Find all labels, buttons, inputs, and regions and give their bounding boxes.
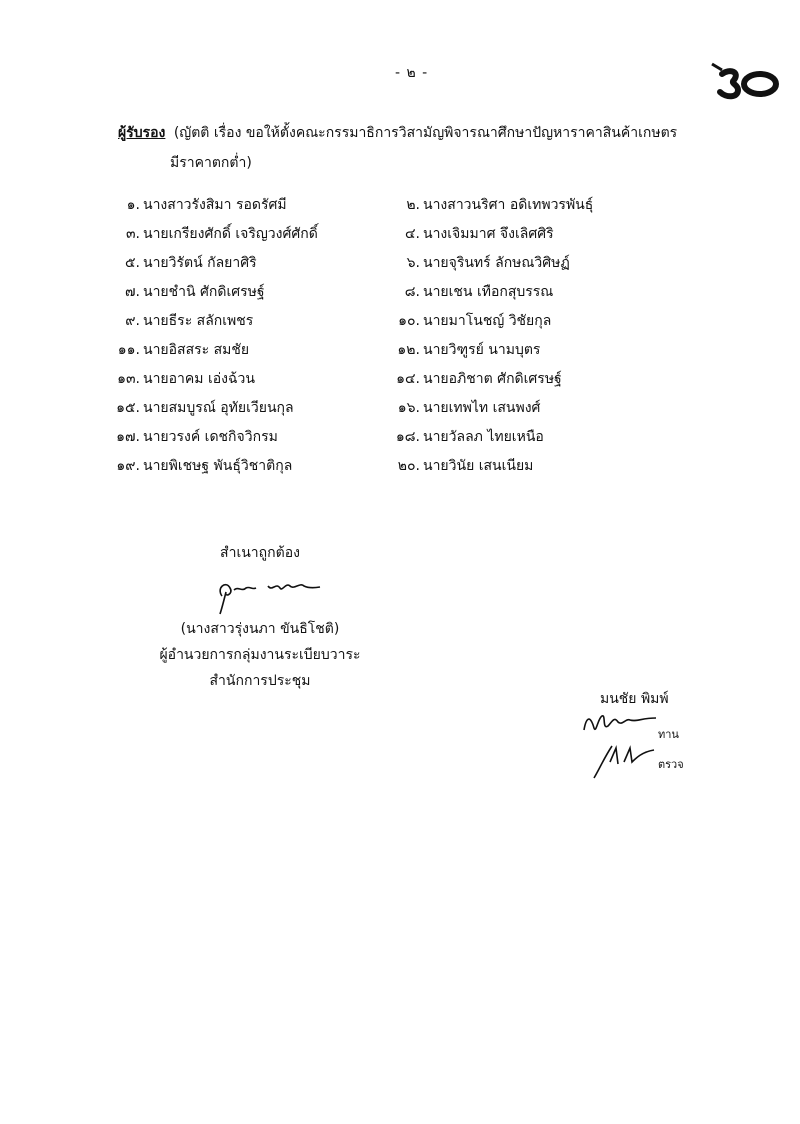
member-item: ๑๒. นายวิฑูรย์ นามบุตร: [397, 342, 541, 358]
certifier-name: (นางสาวรุ่งนภา ขันธิโชติ): [180, 621, 340, 637]
member-item: ๒. นางสาวนริศา อดิเทพวรพันธุ์: [406, 197, 594, 213]
member-item: ๕. นายวิรัตน์ กัลยาศิริ: [124, 255, 257, 271]
member-item: ๒๐. นายวินัย เสนเนียม: [397, 458, 534, 474]
typed-label: ทาน: [658, 728, 679, 741]
certifier-signature: [190, 570, 330, 616]
motion-title-line2: มีราคาตกต่ำ): [170, 155, 252, 171]
member-item: ๑๖. นายเทพไท เสนพงศ์: [397, 400, 541, 416]
page-number: - ๒ -: [395, 65, 429, 81]
member-item: ๑๐. นายมาโนชญ์ วิชัยกุล: [398, 313, 552, 329]
member-item: ๔. นางเจิมมาศ จึงเลิศศิริ: [404, 226, 554, 242]
certifier-office: สำนักการประชุม: [209, 673, 311, 689]
member-item: ๓. นายเกรียงศักดิ์ เจริญวงศ์ศักดิ์: [125, 226, 318, 242]
typist-initials-signature: [580, 708, 660, 738]
checked-label: ตรวจ: [658, 758, 684, 771]
member-item: ๑. นางสาวรังสิมา รอดรัศมี: [126, 197, 287, 213]
checker-initials-signature: [588, 738, 658, 782]
member-item: ๘. นายเชน เทือกสุบรรณ: [404, 284, 554, 300]
member-item: ๑๑. นายอิสสระ สมชัย: [117, 342, 250, 358]
member-item: ๖. นายจุรินทร์ ลักษณวิศิษฏ์: [406, 255, 570, 271]
member-item: ๑๓. นายอาคม เอ่งฉ้วน: [117, 371, 255, 387]
endorsers-heading: [118, 118, 738, 178]
member-item: ๑๘. นายวัลลภ ไทยเหนือ: [395, 429, 544, 445]
motion-title-line1: (ญัตติ เรื่อง ขอให้ตั้งคณะกรรมาธิการวิสามัญพิจารณาศึกษาปัญหาราคาสินค้าเกษตร: [173, 125, 678, 141]
member-item: ๙. นายธีระ สลักเพชร: [125, 313, 254, 329]
typist-name: มนชัย พิมพ์: [600, 691, 669, 707]
handwritten-page-mark: [708, 58, 788, 108]
member-item: ๗. นายชำนิ ศักดิเศรษฐ์: [125, 284, 265, 300]
member-item: ๑๔. นายอภิชาต ศักดิเศรษฐ์: [396, 371, 562, 387]
certification-block: [150, 540, 370, 694]
member-item: ๑๙. นายพิเชษฐ พันธุ์วิชาติกุล: [116, 458, 293, 474]
certified-copy-text: สำเนาถูกต้อง: [220, 545, 300, 561]
member-item: ๑๗. นายวรงค์ เดชกิจวิกรม: [116, 429, 278, 445]
member-item: ๑๕. นายสมบูรณ์ อุทัยเวียนกุล: [116, 400, 294, 416]
typist-block: [580, 688, 700, 788]
endorsers-label: ผู้รับรอง: [118, 125, 166, 141]
certifier-title: ผู้อำนวยการกลุ่มงานระเบียบวาระ: [159, 647, 361, 663]
